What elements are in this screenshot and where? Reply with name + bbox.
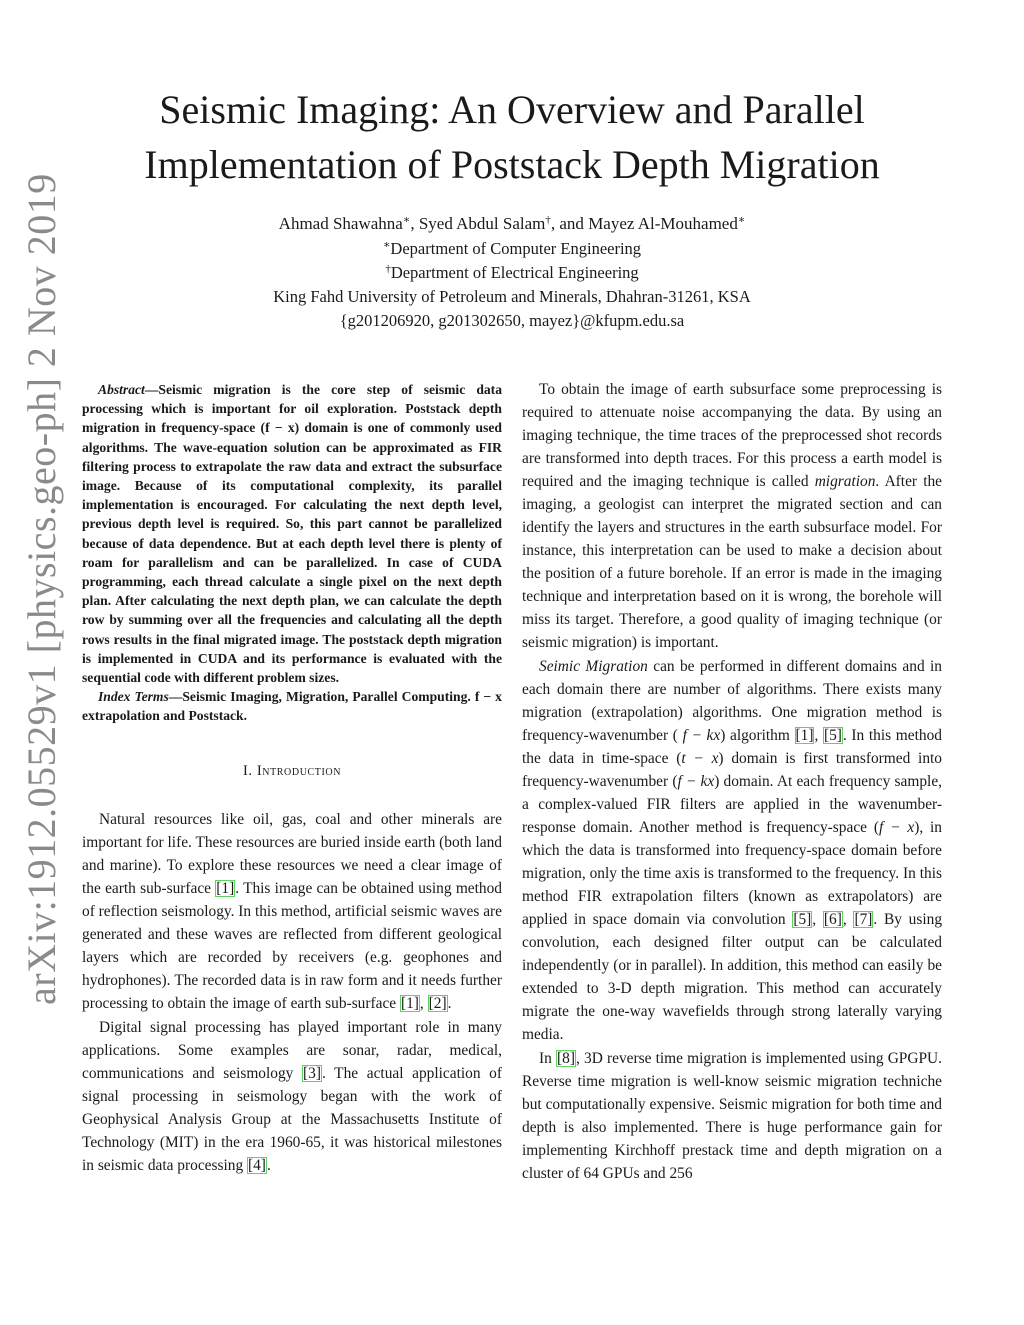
abstract-paragraph <box>82 380 502 687</box>
affiliation-mark: † <box>545 214 551 226</box>
citation-link[interactable]: [2] <box>428 994 447 1012</box>
body-text: ) domain. At each frequency sample, a complex-valued FIR filters are applied in the wavenumber-response domain. Another method is frequency-space ( <box>522 773 942 836</box>
abstract <box>82 380 502 726</box>
title-line-2: Implementation of Poststack Depth Migration <box>144 142 880 187</box>
citation-link[interactable]: [1] <box>795 727 814 744</box>
body-text: ), in which the data is transformed into frequency-space domain before migration, only the time axis is transformed to the frequency. In this method FIR extrapolation filters (known as extrapolators) are applied in space domain via convolution <box>522 819 942 928</box>
section-heading-introduction: I. Introduction <box>242 762 342 779</box>
body-text: . <box>266 1156 271 1174</box>
body-text: . The actual application of signal processing in seismology began with the work of Geophysical Analysis Group at the Massachusetts Institute of Technology (MIT) in the era 1960-65, it was historical milestones in seismic data processing <box>82 1064 503 1174</box>
paper-title <box>100 82 924 192</box>
email-line: {g201206920, g201302650, mayez}@kfupm.edu.sa <box>339 311 685 330</box>
affiliation-line <box>140 237 884 261</box>
citation-link[interactable]: [8] <box>557 1050 575 1067</box>
math-expression: t − x <box>681 750 719 767</box>
body-paragraph <box>82 1016 502 1177</box>
body-text: , <box>419 994 428 1012</box>
body-text: , <box>814 727 823 744</box>
affiliation-text: Department of Computer Engineering <box>390 239 642 258</box>
emphasis-text: migration <box>814 473 876 490</box>
author-names <box>140 212 884 236</box>
body-text: . By using convolution, each designed filter output can be calculated independently (or in parallel). In addition, this method can easily be extended to 3-D depth migration. This method can accurately migrate the one-way wavefields through strong laterally varying media. <box>522 911 943 1043</box>
citation-link[interactable]: [1] <box>216 879 235 897</box>
author-separator: , and <box>550 214 589 233</box>
author-name: Ahmad Shawahna <box>278 214 403 233</box>
body-paragraph <box>522 1047 942 1185</box>
citation-link[interactable]: [1] <box>400 994 419 1012</box>
affiliation-text: Department of Electrical Engineering <box>390 263 639 282</box>
affiliation-mark: ∗ <box>737 214 746 226</box>
citation-link[interactable]: [5] <box>823 727 842 744</box>
body-text: In <box>539 1050 557 1067</box>
right-column <box>522 378 942 1185</box>
title-line-1: Seismic Imaging: An Overview and Parallel <box>159 87 865 132</box>
emphasis-text: Seimic Migration <box>539 658 648 675</box>
index-terms-label: Index Terms <box>98 689 169 705</box>
arxiv-identifier: arXiv:1912.05529v1 [physics.geo-ph] 2 Nov 2019 <box>19 173 64 1005</box>
body-text: , <box>812 911 823 928</box>
affiliation-mark: ∗ <box>382 239 391 251</box>
body-text: . This image can be obtained using method of reflection seismology. In this method, artificial seismic waves are generated and these waves are reflected from different geological layers which are recorded by receivers (e.g. geophones and hydrophones). The recorded data is in raw form and it needs further processing to obtain the image of earth sub-surface <box>82 879 502 1012</box>
body-text: , <box>842 911 854 928</box>
body-text: To obtain the image of earth subsurface some preprocessing is required to attenuate noise accompanying the data. By using an imaging technique, the time traces of the preprocessed shot records are transformed into depth traces. For this process a earth model is required and the imaging technique is called <box>522 381 942 490</box>
math-expression: f − kx <box>682 727 721 744</box>
citation-link[interactable]: [4] <box>247 1156 266 1174</box>
body-text: . In this method the data in time-space ( <box>522 727 942 767</box>
body-paragraph <box>82 808 502 1015</box>
citation-link[interactable]: [6] <box>823 911 842 928</box>
body-text: can be performed in different domains and in each domain there are number of algorithms. There exists many migration (extrapolation) algorithms. One migration method is frequency-wavenumber ( <box>522 658 942 744</box>
citation-link[interactable]: [3] <box>303 1064 321 1082</box>
citation-link[interactable]: [7] <box>854 911 873 928</box>
body-text: . <box>447 994 452 1012</box>
body-text: Natural resources like oil, gas, coal and other minerals are important for life. These resources are buried inside earth (both land and marine). To explore these resources we need a clear image of the earth sub-surface <box>82 810 502 897</box>
affiliation-mark: ∗ <box>402 214 411 226</box>
affiliation-line <box>140 261 884 285</box>
math-expression: f − x <box>878 819 915 836</box>
abstract-label: Abstract <box>98 382 145 397</box>
index-terms-text: Seismic Imaging, Migration, Parallel Computing. f − x extrapolation and Poststack. <box>82 689 502 724</box>
body-text: , 3D reverse time migration is implemented using GPGPU. Reverse time migration is well-know seismic migration techniche but computationally expensive. Seismic migration for both time and depth is also implemented. There is huge performance gain for implementing Kirchhoff prestack time and depth migration on a cluster of 64 GPUs and 256 <box>522 1050 943 1182</box>
abstract-dash: — <box>144 382 159 397</box>
math-expression: f − kx <box>677 773 715 790</box>
index-terms-dash: — <box>168 689 183 705</box>
institution-line: King Fahd University of Petroleum and Minerals, Dhahran-31261, KSA <box>273 287 751 306</box>
author-name: Syed Abdul Salam <box>418 214 546 233</box>
body-text: ) algorithm <box>720 727 795 744</box>
citation-link[interactable]: [5] <box>793 911 812 928</box>
body-text: Digital signal processing has played important role in many applications. Some examples are sonar, radar, medical, communications and seismology <box>82 1018 502 1082</box>
author-name: Mayez Al-Mouhamed <box>588 214 738 233</box>
body-text: . After the imaging, a geologist can interpret the migrated section and can identify the layers and structures in the earth subsurface model. For instance, this interpretation can be used to make a decision about the position of a future borehole. If an error is made in the imaging technique and interpretation based on it is wrong, the borehole will miss its target. Therefore, a good quality of imaging technique (or seismic migration) is important. <box>522 473 942 651</box>
left-column <box>82 380 502 1177</box>
author-block <box>140 212 884 333</box>
author-separator: , <box>410 214 419 233</box>
body-paragraph <box>522 378 942 654</box>
body-text: ) domain is first transformed into frequency-wavenumber ( <box>522 750 942 790</box>
body-paragraph <box>522 655 942 1046</box>
affiliation-mark: † <box>385 263 391 275</box>
index-terms-paragraph <box>82 687 502 725</box>
abstract-text: Seismic migration is the core step of seismic data processing which is important for oil exploration. Poststack depth migration in frequency-space (f − x) domain is one of commonly used algorithms. The wave-equation solution can be approximated as FIR filtering process to extrapolate the raw data and extract the subsurface image. Because of its computational complexity, its parallel implementation is encouraged. For calculating the next depth level, previous depth level is required. So, this part cannot be parallelized because of data dependence. But at each depth level there is plenty of roam for parallelism and can be parallelized. In case of CUDA programming, each thread calculate a single pixel on the next depth plan. After calculating the next depth plan, we can calculate the depth row by summing over all the frequencies and calculating all the depth rows results in the final migrated image. The poststack depth migration is implemented in CUDA and its performance is evaluated with the sequential code with different problem sizes. <box>82 382 502 686</box>
